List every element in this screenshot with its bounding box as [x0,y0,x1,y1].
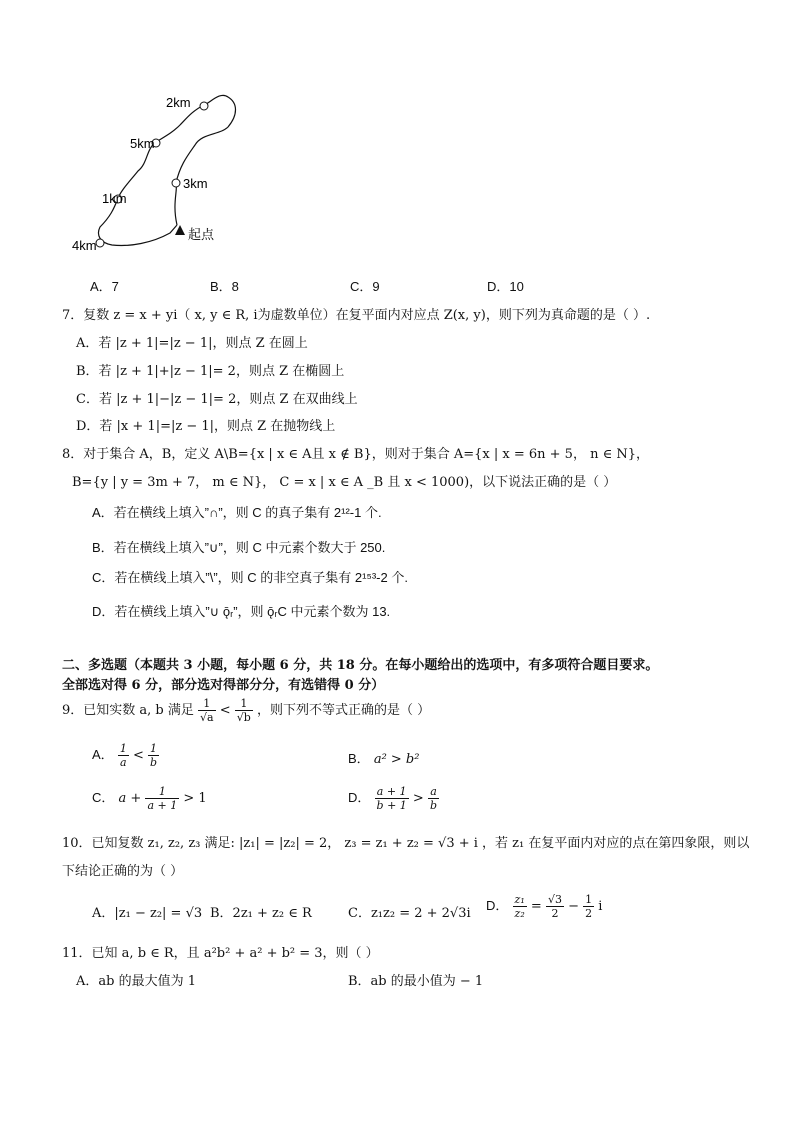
q9-stem [62,697,430,724]
marker-4km [96,239,104,247]
q10-option-b: B．2z₁ + z₂ ∈ R [210,906,312,921]
q11-stem: 11．已知 a, b ∈ R，且 a²b² + a² + b² = 3，则（ ） [62,946,379,961]
label-4km: 4km [72,238,97,253]
q8-option-c: C．若在横线上填入”\”，则 C 的非空真子集有 2¹⁵³-2 个. [92,570,408,585]
q9-lt: < [219,703,231,718]
q6-option-c: C．9 [350,279,380,294]
q9-stem-text-b: ，则下列不等式正确的是（ ） [256,703,431,718]
q7-option-a: A．若 |z + 1|=|z − 1|，则点 Z 在圆上 [76,336,308,351]
section2-header-line2: 全部选对得 6 分，部分选对得部分分，有选错得 0 分） [62,678,385,693]
q8-option-a: A．若在横线上填入”∩”，则 C 的真子集有 2¹²-1 个. [92,505,382,520]
q11-option-b: B．ab 的最小值为 − 1 [348,974,484,989]
q9-option-d: D． $\frac{a + 1}{b + 1}$ > $\frac{a}{b}$ [348,785,438,812]
q7-option-c: C．若 |z + 1|−|z − 1|= 2，则点 Z 在双曲线上 [76,392,358,407]
section2-header-line1: 二、多选题（本题共 3 小题，每小题 6 分，共 18 分。在每小题给出的选项中，有多项符合题目要求。 [62,658,659,673]
label-1km: 1km [102,191,127,206]
label-5km: 5km [130,136,155,151]
q10-option-d: D． $\frac{\text{z₁}}{\text{z₂}}$ = $\frac{√3}{2}$ − $\frac{1}{2}$ i [486,893,603,920]
q11-option-a: A．ab 的最大值为 1 [76,974,196,989]
q9-stem-text-a: 9．已知实数 a, b 满足 [62,703,194,718]
label-3km: 3km [183,176,208,191]
q6-option-d: D．10 [487,279,524,294]
q10-option-a: A．|z₁ − z₂| = √3 [92,906,203,921]
start-triangle-icon [175,225,185,235]
q9-option-c: C． a + $\frac{1}{a + 1}$ > 1 [92,785,207,812]
q9-option-a: A． $\frac{1}{a}$ < $\frac{1}{b}$ [92,742,158,769]
q7-option-d: D．若 |x + 1|=|z − 1|，则点 Z 在抛物线上 [76,419,336,434]
marker-3km [172,179,180,187]
q8-stem-line1: 8．对于集合 A，B，定义 A\B={x | x ∈ A且 x ∉ B}，则对于集合 A={x | x = 6n + 5， n ∈ N}， [62,447,649,462]
q8-option-b: B．若在横线上填入”∪”，则 C 中元素个数大于 250. [92,540,386,555]
q9-option-b: B． a² > b² [348,751,420,767]
q9-frac-1: $\frac{1}{√a}$ [200,697,214,724]
q6-option-b: B．8 [210,279,239,294]
q6-option-a: A．7 [90,279,119,294]
label-2km: 2km [166,95,191,110]
q7-stem: 7．复数 z = x + yi（ x, y ∈ R, i为虚数单位）在复平面内对应点 Z(x, y)，则下列为真命题的是（ ）. [62,308,651,323]
q8-stem-line2: B={y | y = 3m + 7， m ∈ N}， C = x | x ∈ A _B 且 x < 1000)，以下说法正确的是（ ） [72,475,617,490]
q10-option-c: C．z₁z₂ = 2 + 2√3i [348,906,471,921]
q10-stem-line1: 10．已知复数 z₁, z₂, z₃ 满足: |z₁| = |z₂| = 2， z₃ = z₁ + z₂ = √3 + i ，若 z₁ 在复平面内对应的点在第四象限，则以 [62,836,750,851]
q9-frac-2: $\frac{1}{√b}$ [236,697,251,724]
marker-2km [200,102,208,110]
label-start: 起点 [188,227,215,242]
route-path [99,95,236,245]
route-map-figure [60,85,260,270]
q8-option-d: D．若在横线上填入”∪ ǭᵣ”，则 ǭᵣC 中元素个数为 13. [92,604,391,619]
q7-option-b: B．若 |z + 1|+|z − 1|= 2，则点 Z 在椭圆上 [76,364,345,379]
q10-stem-line2: 下结论正确的为（ ） [62,864,184,879]
